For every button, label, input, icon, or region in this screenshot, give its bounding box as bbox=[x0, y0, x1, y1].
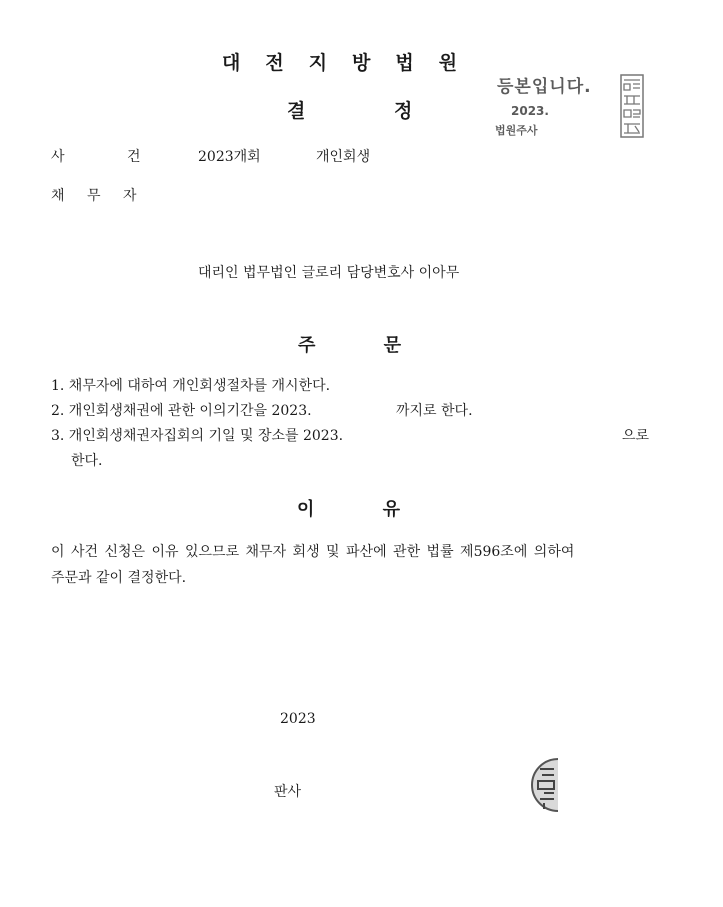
order-item-1: 1. 채무자에 대하여 개인회생절차를 개시한다. bbox=[51, 378, 331, 394]
certified-copy-stamp-date: 2023. bbox=[511, 104, 549, 118]
court-name: 대전지방법원 bbox=[222, 52, 483, 74]
judge-label: 판사 bbox=[274, 784, 302, 800]
reason-line-1: 이 사건 신청은 이유 있으므로 채무자 회생 및 파산에 관한 법률 제596조에 의하여 bbox=[51, 544, 575, 560]
order-heading: 주 문 bbox=[298, 335, 402, 356]
case-number: 2023개회 bbox=[198, 149, 261, 165]
official-seal-icon bbox=[620, 74, 644, 138]
order-item-3-tail: 으로 bbox=[622, 428, 650, 444]
case-label: 사 건 bbox=[51, 149, 141, 165]
reason-heading: 이 유 bbox=[297, 499, 401, 520]
decision-date: 2023 bbox=[280, 711, 316, 727]
case-name: 개인회생 bbox=[316, 149, 371, 165]
certified-copy-stamp-office: 법원주사 bbox=[495, 124, 538, 137]
order-item-2: 2. 개인회생채권에 관한 이의기간을 2023. bbox=[51, 403, 312, 419]
document-type: 결 정 bbox=[287, 100, 413, 122]
order-item-3-continuation: 한다. bbox=[71, 453, 103, 469]
certified-copy-stamp-title: 등본입니다. bbox=[497, 77, 592, 97]
debtor-label: 채 무 자 bbox=[51, 188, 137, 204]
order-item-3: 3. 개인회생채권자집회의 기일 및 장소를 2023. bbox=[51, 428, 344, 444]
reason-line-2: 주문과 같이 결정한다. bbox=[51, 570, 187, 586]
debtor-agent: 대리인 법무법인 글로리 담당변호사 이아무 bbox=[198, 265, 460, 281]
order-item-2-tail: 까지로 한다. bbox=[396, 403, 473, 419]
judge-seal-icon bbox=[530, 757, 558, 813]
